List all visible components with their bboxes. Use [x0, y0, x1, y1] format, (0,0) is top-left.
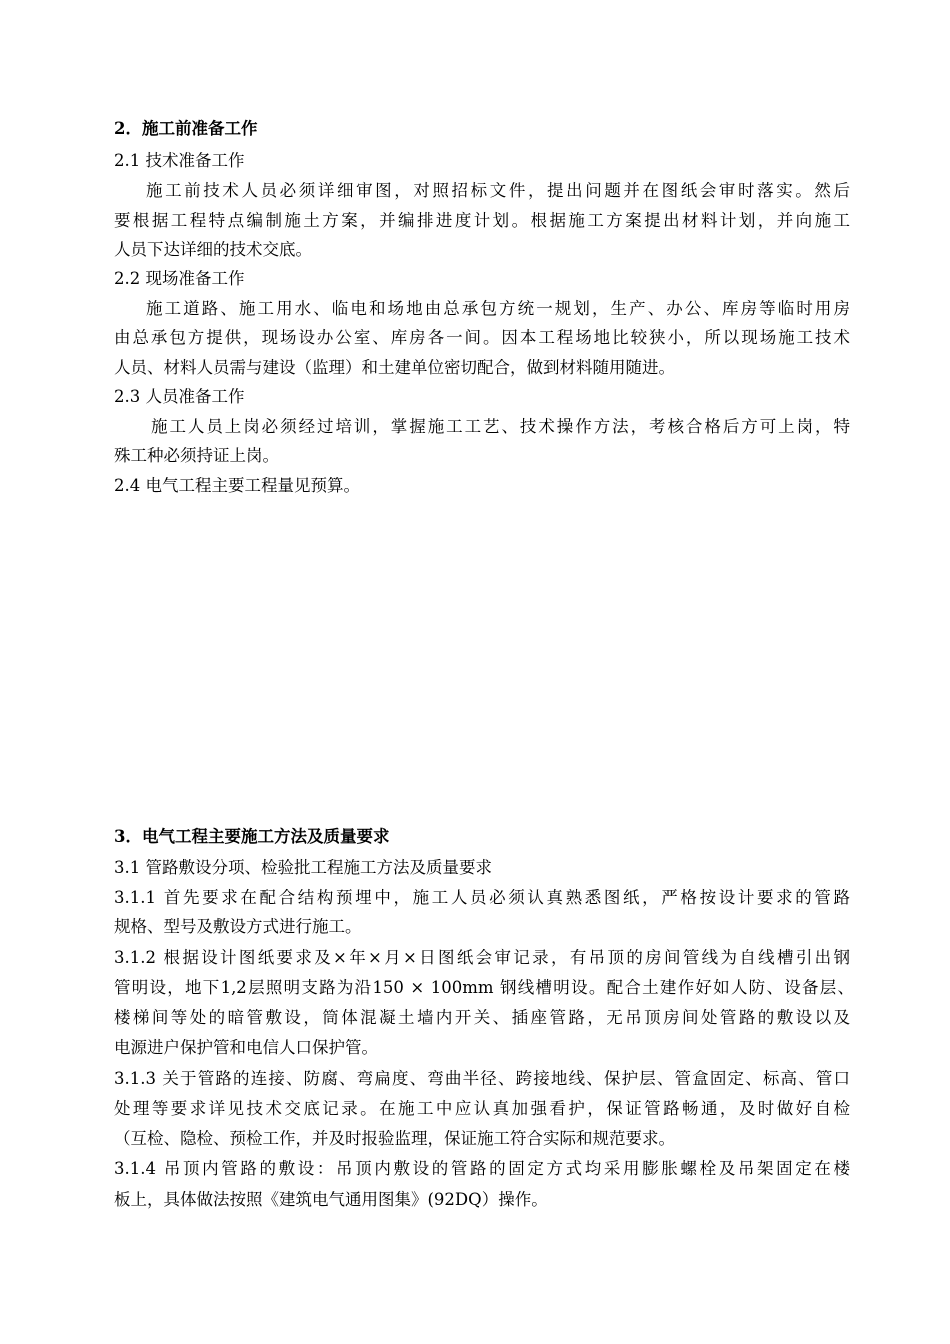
- subsection-2-4-text: 2.4 电气工程主要工程量见预算。: [114, 476, 360, 495]
- paragraph-3-1-1-line-1: 3.1.1 首先要求在配合结构预埋中，施工人员必须认真熟悉图纸，严格按设计要求的管路: [114, 888, 850, 907]
- section-2-heading: 2．施工前准备工作: [114, 119, 258, 138]
- subsection-3-1-heading: 3.1 管路敷设分项、检验批工程施工方法及质量要求: [114, 858, 492, 877]
- paragraph-2-2-line-1: 施工道路、施工用水、临电和场地由总承包方统一规划，生产、办公、库房等临时用房: [146, 299, 850, 318]
- subsection-2-2-heading: 2.2 现场准备工作: [114, 269, 245, 288]
- section-3-heading: 3．电气工程主要施工方法及质量要求: [114, 827, 390, 846]
- subsection-2-3-heading: 2.3 人员准备工作: [114, 387, 245, 406]
- paragraph-2-2-line-3: 人员、材料人员需与建设（监理）和土建单位密切配合，做到材料随用随进。: [114, 358, 675, 377]
- paragraph-2-1-line-1: 施工前技术人员必须详细审图，对照招标文件，提出问题并在图纸会审时落实。然后: [146, 181, 850, 200]
- paragraph-2-3-line-1: 施工人员上岗必须经过培训，掌握施工工艺、技术操作方法，考核合格后方可上岗，特: [151, 417, 850, 436]
- paragraph-2-2-line-2: 由总承包方提供，现场设办公室、库房各一间。因本工程场地比较狭小，所以现场施工技术: [114, 328, 850, 347]
- paragraph-3-1-4-line-2: 板上，具体做法按照《建筑电气通用图集》(92DQ）操作。: [114, 1190, 548, 1209]
- subsection-2-1-heading: 2.1 技术准备工作: [114, 151, 245, 170]
- paragraph-3-1-3-line-2: 处理等要求详见技术交底记录。在施工中应认真加强看护，保证管路畅通，及时做好自检: [114, 1099, 850, 1118]
- paragraph-3-1-2-line-4: 电源进户保护管和电信人口保护管。: [114, 1038, 378, 1057]
- paragraph-3-1-2-line-3: 楼梯间等处的暗管敷设，筒体混凝土墙内开关、插座管路，无吊顶房间处管路的敷设以及: [114, 1008, 850, 1027]
- paragraph-3-1-1-line-2: 规格、型号及敷设方式进行施工。: [114, 917, 362, 936]
- paragraph-2-3-line-2: 殊工种必须持证上岗。: [114, 446, 279, 465]
- paragraph-3-1-2-line-1: 3.1.2 根据设计图纸要求及×年×月×日图纸会审记录，有吊顶的房间管线为自线槽引出钢: [114, 948, 850, 967]
- paragraph-3-1-2-line-2: 管明设，地下1,2层照明支路为沿150 × 100mm 钢线槽明设。配合土建作好如人防、设备层、: [114, 978, 854, 997]
- paragraph-2-1-line-2: 要根据工程特点编制施土方案，并编排进度计划。根据施工方案提出材料计划，并向施工: [114, 211, 850, 230]
- paragraph-2-1-line-3: 人员下达详细的技术交底。: [114, 240, 312, 259]
- paragraph-3-1-3-line-1: 3.1.3 关于管路的连接、防腐、弯扁度、弯曲半径、跨接地线、保护层、管盒固定、标高、管口: [114, 1069, 850, 1088]
- paragraph-3-1-3-line-3: （互检、隐检、预检工作，并及时报验监理，保证施工符合实际和规范要求。: [114, 1129, 675, 1148]
- paragraph-3-1-4-line-1: 3.1.4 吊顶内管路的敷设：吊顶内敷设的管路的固定方式均采用膨胀螺栓及吊架固定在楼: [114, 1159, 850, 1178]
